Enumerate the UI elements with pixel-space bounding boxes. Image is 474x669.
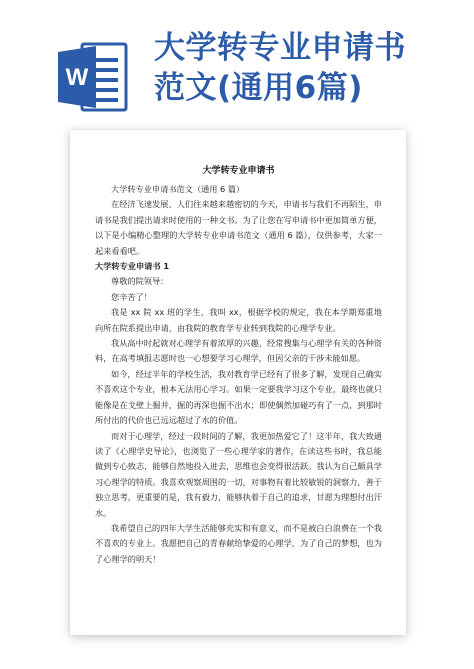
document-subtitle: 大学转专业申请书范文（通用 6 篇） xyxy=(111,184,245,194)
document-title: 大学转专业申请书 xyxy=(202,166,275,176)
cover-title-line-1: 大学转专业申请书 xyxy=(154,30,406,66)
body-paragraph: 而对于心理学，经过一段时间的了解，我更加热爱它了！这半年，我大致通读了《心理学史导论》，也浏览了一些心理学家的著作，在读这些书时，我总能做到专心致志，能够自然地投入进去，思维也会变得很活跃。我认为自己颇具学习心理学的特质。我喜欢观察周围的一切，对事物有着比较敏锐的洞察力，善于独立思考，更重要的是，我有毅力，能够执着于自己的追求，甘愿为理想付出汗水。 xyxy=(95,430,382,518)
body-paragraph: 我希望自己的四年大学生活能够充实和有意义，而不是被白白浪费在一个我不喜欢的专业上。我愿把自己的青春献给挚爱的心理学，为了自己的梦想，也为了心理学的明天！ xyxy=(95,522,382,564)
svg-text:W: W xyxy=(65,64,89,91)
intro-paragraph: 在经济飞速发展、人们往来越来越密切的今天，申请书与我们不再陌生，申请书是我们提出请求时使用的一种文书。为了让您在写申请书中更加简单方便，以下是小编精心整理的大学转专业申请书范文（通用 6 篇），仅供参考，大家一起来看看吧。 xyxy=(95,199,382,256)
body-paragraph: 我是 xx 院 xx 班的学生，我叫 xx，根据学校的规定，我在本学期郑重地向所在院系提出申请，由我院的教育学专业转到我院的心理学专业。 xyxy=(95,307,382,333)
cover-title xyxy=(154,28,454,108)
body-paragraph: 我从高中时起就对心理学有着浓厚的兴趣，经常搜集与心理学有关的各种资料，在高考填报志愿时也一心想要学习心理学，但因父亲的干涉未能如愿。 xyxy=(95,338,382,364)
cover-title-line-2: 范文(通用6篇) xyxy=(154,70,363,106)
word-document-icon xyxy=(56,38,132,116)
section-heading: 大学转专业申请书 1 xyxy=(95,261,170,272)
salutation: 尊敬的院领导： xyxy=(111,276,169,287)
body-paragraph: 如今，经过半年的学校生活，我对教育学已经有了很多了解，发现自己确实不喜欢这个专业，根本无法用心学习。如果一定要我学习这个专业，最终也就只能像是在戈壁上掘井，掘的再深也掘不出水；即使偶然加碰巧有了一点，到那时所付出的代价也已远远超过了水的价值。 xyxy=(95,368,382,426)
document-page xyxy=(70,130,406,635)
greeting: 您辛苦了！ xyxy=(111,291,152,302)
